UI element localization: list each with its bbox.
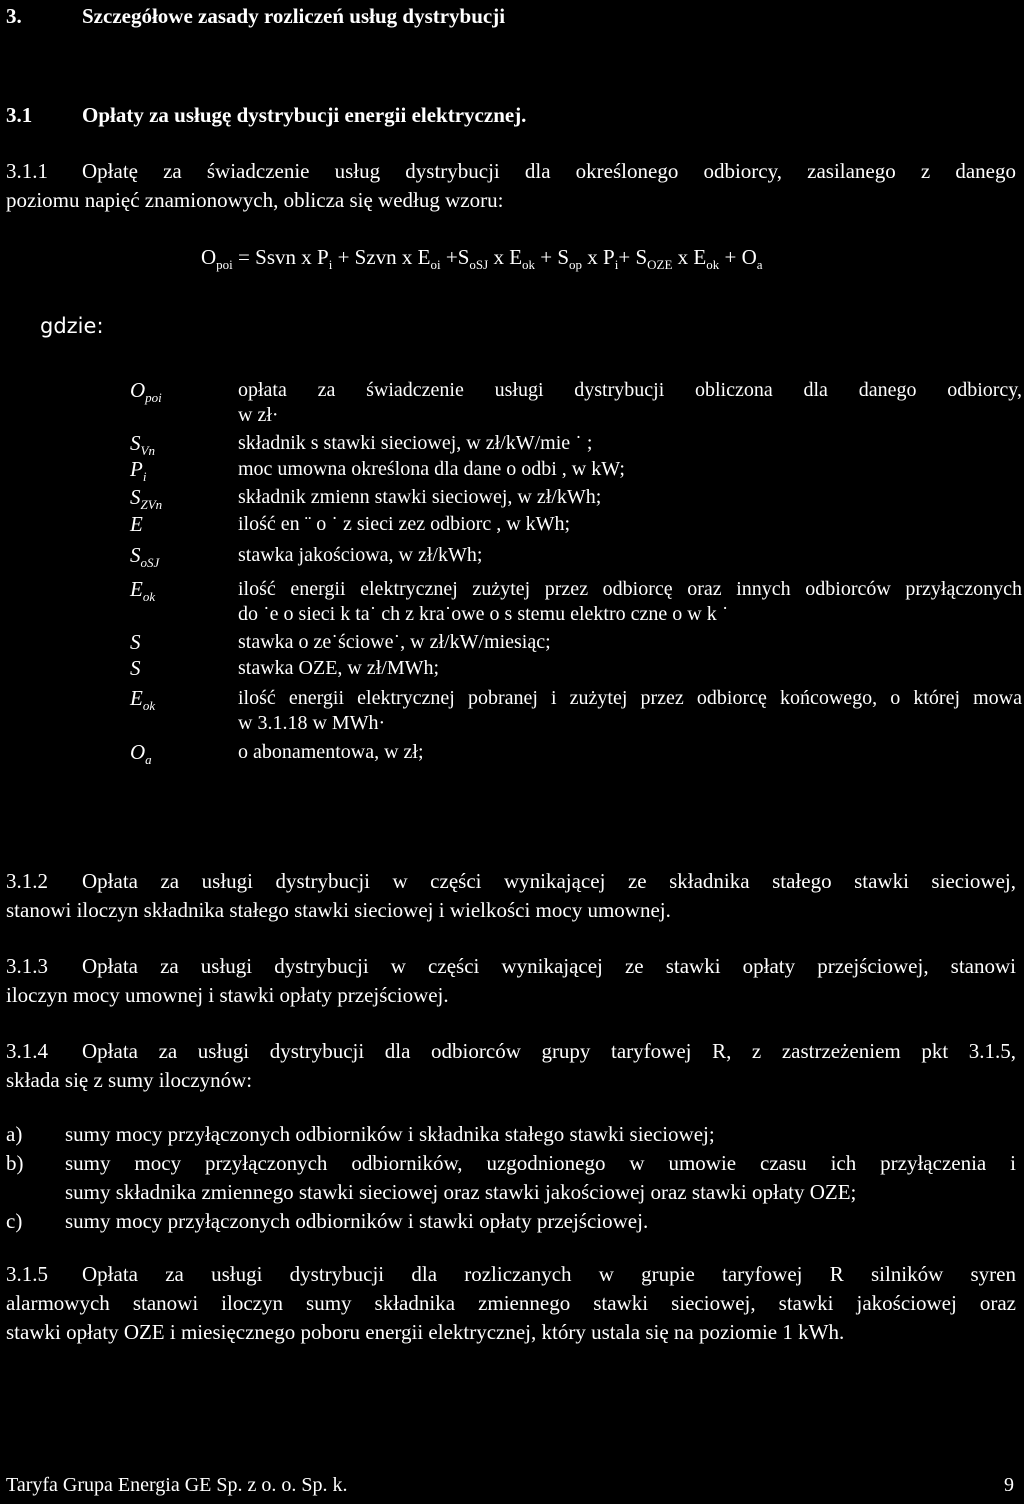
definition-symbol: $E_{ok}$	[130, 577, 156, 605]
list-item	[6, 1207, 1016, 1236]
paragraph-line: alarmowych stanowi iloczyn sumy składnika zmiennego stawki sieciowej, stawki jakościowej oraz	[6, 1291, 1016, 1315]
paragraph-line: Opłata za usługi dystrybucji dla odbiorców grupy taryfowej R, z zastrzeżeniem pkt 3.1.5,	[82, 1039, 1016, 1063]
definition-text: stawka o ze˙ściowe˙, w zł/kW/miesiąc;	[238, 631, 551, 653]
definition-text: składnik s stawki sieciowej, w zł/kW/mie ˙ ;	[238, 432, 593, 454]
list-item	[6, 1120, 1016, 1149]
definition-symbol: $S_{oSJ}$	[130, 543, 160, 571]
definition-symbol: $O_a$	[130, 740, 152, 768]
paragraph-line: Opłata za usługi dystrybucji w części wynikającej ze składnika stałego stawki sieciowej,	[82, 869, 1016, 893]
subsection-title: Opłaty za usługę dystrybucji energii elektrycznej.	[82, 103, 527, 127]
definition-symbol: S	[130, 656, 141, 680]
paragraph-line: stanowi iloczyn składnika stałego stawki sieciowej i wielkości mocy umownej.	[6, 898, 671, 922]
definition-symbol: $E_{ok}$	[130, 686, 156, 714]
paragraph-number: 3.1.1	[6, 159, 48, 183]
paragraph-3-1-5	[6, 1260, 1016, 1347]
subsection-number: 3.1	[6, 103, 33, 127]
definition-symbol: $P_i$	[130, 457, 147, 485]
definition-symbol: E	[130, 512, 143, 536]
formula: $O_{poi}$ = Ssvn x $P_i$ + Szvn x $E_{oi} +S_{oSJ}$ x $E_{ok} + S_{op}$ x $P_i+ S_{OZE}$ x $E_{ok} + O_a$	[201, 245, 763, 273]
definition-symbol: $S_{Vn}$	[130, 431, 155, 459]
paragraph-line: stawki opłaty OZE i miesięcznego poboru energii elektrycznej, który ustala się na poziomie 1 kWh.	[6, 1320, 845, 1344]
list-marker: c)	[6, 1209, 23, 1233]
paragraph-number: 3.1.5	[6, 1262, 48, 1286]
list-text: sumy mocy przyłączonych odbiorników, uzgodnionego w umowie czasu ich przyłączenia i	[65, 1151, 1016, 1175]
definition-text: składnik zmienn stawki sieciowej, w zł/kWh;	[238, 486, 602, 508]
paragraph-line: Opłatę za świadczenie usług dystrybucji dla określonego odbiorcy, zasilanego z danego	[82, 159, 1016, 183]
paragraph-line: poziomu napięć znamionowych, oblicza się według wzoru:	[6, 188, 504, 212]
where-label: gdzie:	[40, 314, 104, 338]
list-marker: a)	[6, 1122, 23, 1146]
paragraph-3-1-1	[6, 157, 1016, 215]
list-item	[6, 1149, 1016, 1207]
definition-symbol: S	[130, 630, 141, 654]
paragraph-line: składa się z sumy iloczynów:	[6, 1068, 253, 1092]
paragraph-number: 3.1.2	[6, 869, 48, 893]
list-text: sumy mocy przyłączonych odbiorników i składnika stałego stawki sieciowej;	[65, 1122, 715, 1146]
definition-symbol: $S_{ZVn}$	[130, 485, 163, 513]
paragraph-line: Opłata za usługi dystrybucji dla rozliczanych w grupie taryfowej R silników syren	[82, 1262, 1016, 1286]
definition-text: opłata za świadczenie usługi dystrybucji obliczona dla danego odbiorcy, w zł·	[238, 379, 1022, 426]
footer-text: Taryfa Grupa Energia GE Sp. z o. o. Sp. k.	[6, 1474, 348, 1496]
section-heading	[6, 2, 505, 31]
definition-text: ilość en ¨ o ˙ z sieci zez odbiorc , w kWh;	[238, 513, 571, 535]
definition-text: moc umowna określona dla dane o odbi , w kW;	[238, 458, 625, 480]
paragraph-line: iloczyn mocy umownej i stawki opłaty przejściowej.	[6, 983, 449, 1007]
list-marker: b)	[6, 1151, 24, 1175]
paragraph-number: 3.1.3	[6, 954, 48, 978]
paragraph-3-1-4	[6, 1037, 1016, 1095]
list-text: sumy składnika zmiennego stawki sieciowej oraz stawki jakościowej oraz stawki opłaty OZE;	[65, 1180, 857, 1204]
subsection-heading	[6, 101, 526, 130]
page-number: 9	[1004, 1474, 1014, 1496]
list-text: sumy mocy przyłączonych odbiorników i stawki opłaty przejściowej.	[65, 1209, 649, 1233]
definition-text: ilość energii elektrycznej pobranej i zużytej przez odbiorcę końcowego, o której mowa w 3.1.18 w MWh·	[238, 687, 1022, 734]
definition-text: ilość energii elektrycznej zużytej przez odbiorcę oraz innych odbiorców przyłączonych do ˙e o sieci k ta˙ ch z kra˙owe o s stemu elektro czne o w k ˙	[238, 578, 1022, 625]
definition-text: stawka jakościowa, w zł/kWh;	[238, 544, 483, 566]
definition-text: stawka OZE, w zł/MWh;	[238, 657, 440, 679]
paragraph-line: Opłata za usługi dystrybucji w części wynikającej ze stawki opłaty przejściowej, stanowi	[82, 954, 1016, 978]
definition-text: o abonamentowa, w zł;	[238, 741, 424, 763]
section-title: Szczegółowe zasady rozliczeń usług dystrybucji	[82, 4, 506, 28]
paragraph-number: 3.1.4	[6, 1039, 48, 1063]
paragraph-3-1-3	[6, 952, 1016, 1010]
definition-symbol: $O_{poi}$	[130, 378, 162, 406]
section-number: 3.	[6, 4, 22, 28]
paragraph-3-1-2	[6, 867, 1016, 925]
